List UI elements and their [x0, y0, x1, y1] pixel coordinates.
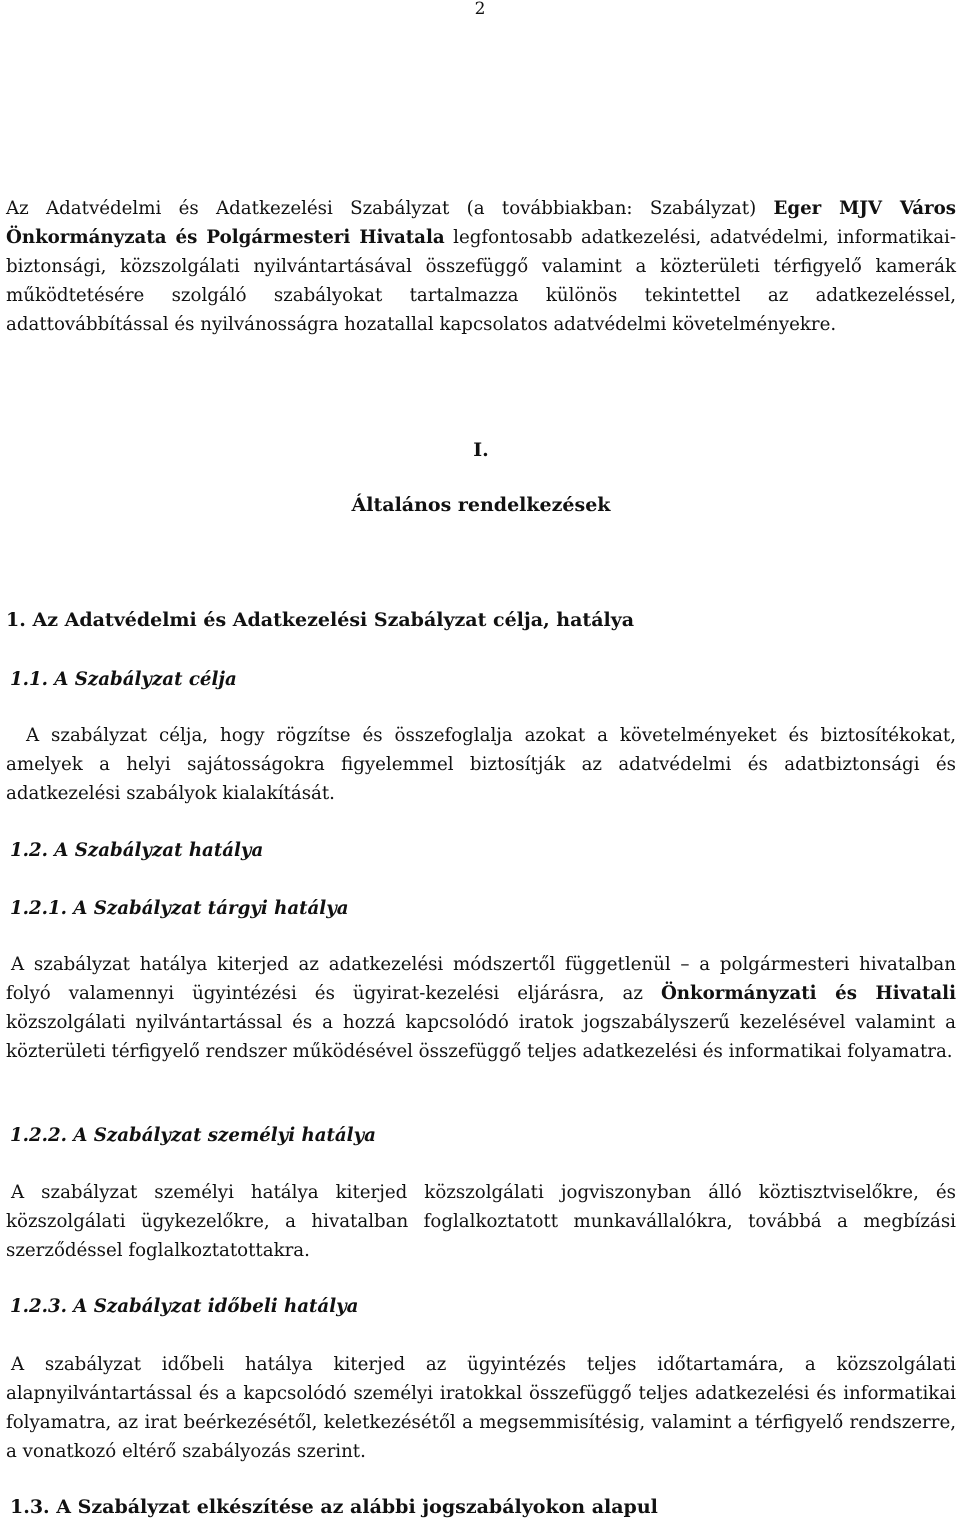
- section-1-2-1-bold: Önkormányzati és Hivatali: [660, 983, 956, 1004]
- section-1-2-2-text-body: A szabályzat személyi hatálya kiterjed közszolgálati jogviszonyban álló köztisztviselőkre, és közszolgálati ügykezelőkre, a hivatalban foglalkoztatott munkavállalókra, továbbá a megbízási szerződéssel foglalkoztatottakra.: [6, 1182, 956, 1261]
- section-1-2-heading: 1.2. A Szabályzat hatálya: [10, 840, 264, 861]
- section-1-1-heading: 1.1. A Szabályzat célja: [10, 669, 237, 690]
- intro-paragraph: [6, 194, 956, 339]
- intro-text-2: legfontosabb adatkezelési, adatvédelmi, informatikai-biztonsági, közszolgálati nyilvántartásával összefüggő valamint a közterületi térfigyelő kamerák működtetésére szolgáló szabályokat tartalmazza különös tekintettel az adatkezeléssel, adattovábbítással és nyilvánosságra hozatallal kapcsolatos adatvédelmi követelményekre.: [6, 227, 956, 335]
- part-number: I.: [473, 439, 489, 461]
- section-1-2-3-text-body: A szabályzat időbeli hatálya kiterjed az ügyintézés teljes időtartamára, a közszolgálati alapnyilvántartással és a kapcsolódó személyi iratokkal összefüggő teljes adatkezelési és informatikai folyamatra, az irat beérkezésétől, keletkezésétől a megsemmisítésig, valamint a térfigyelő rendszerre, a vonatkozó eltérő szabályozás szerint.: [6, 1354, 956, 1462]
- part-title: Általános rendelkezések: [351, 494, 611, 516]
- intro-bold-entity: Eger MJV Város Önkormányzata és Polgármesteri Hivatala: [6, 198, 956, 248]
- section-1-2-1-text-1: A szabályzat hatálya kiterjed az adatkezelési módszertől függetlenül – a polgármesteri hivatalban folyó valamennyi ügyintézési és ügyirat-kezelési eljárásra, az: [6, 954, 956, 1004]
- section-1-2-1-text: [6, 950, 956, 1066]
- section-1-2-1-text-2: közszolgálati nyilvántartással és a hozzá kapcsolódó iratok jogszabályszerű kezelésével valamint a közterületi térfigyelő rendszer működésével összefüggő teljes adatkezelési és informatikai folyamatra.: [6, 1012, 956, 1062]
- section-1-2-2-heading: 1.2.2. A Szabályzat személyi hatálya: [10, 1125, 376, 1146]
- page-number: 2: [474, 0, 486, 19]
- section-1-title: 1. Az Adatvédelmi és Adatkezelési Szabályzat célja, hatálya: [6, 609, 635, 631]
- section-1-2-1-heading: 1.2.1. A Szabályzat tárgyi hatálya: [10, 898, 349, 919]
- section-1-2-3-heading: 1.2.3. A Szabályzat időbeli hatálya: [10, 1296, 359, 1317]
- section-1-1-text: [6, 721, 956, 808]
- section-1-3-heading: 1.3. A Szabályzat elkészítése az alábbi jogszabályokon alapul: [10, 1496, 658, 1518]
- intro-text-1: Az Adatvédelmi és Adatkezelési Szabályzat (a továbbiakban: Szabályzat): [6, 198, 774, 219]
- section-1-2-2-text: [6, 1178, 956, 1265]
- section-1-2-3-text: [6, 1350, 956, 1466]
- section-1-1-text-body: A szabályzat célja, hogy rögzítse és összefoglalja azokat a követelményeket és biztosítékokat, amelyek a helyi sajátosságokra figyelemmel biztosítják az adatvédelmi és adatbiztonsági és adatkezelési szabályok kialakítását.: [6, 725, 956, 804]
